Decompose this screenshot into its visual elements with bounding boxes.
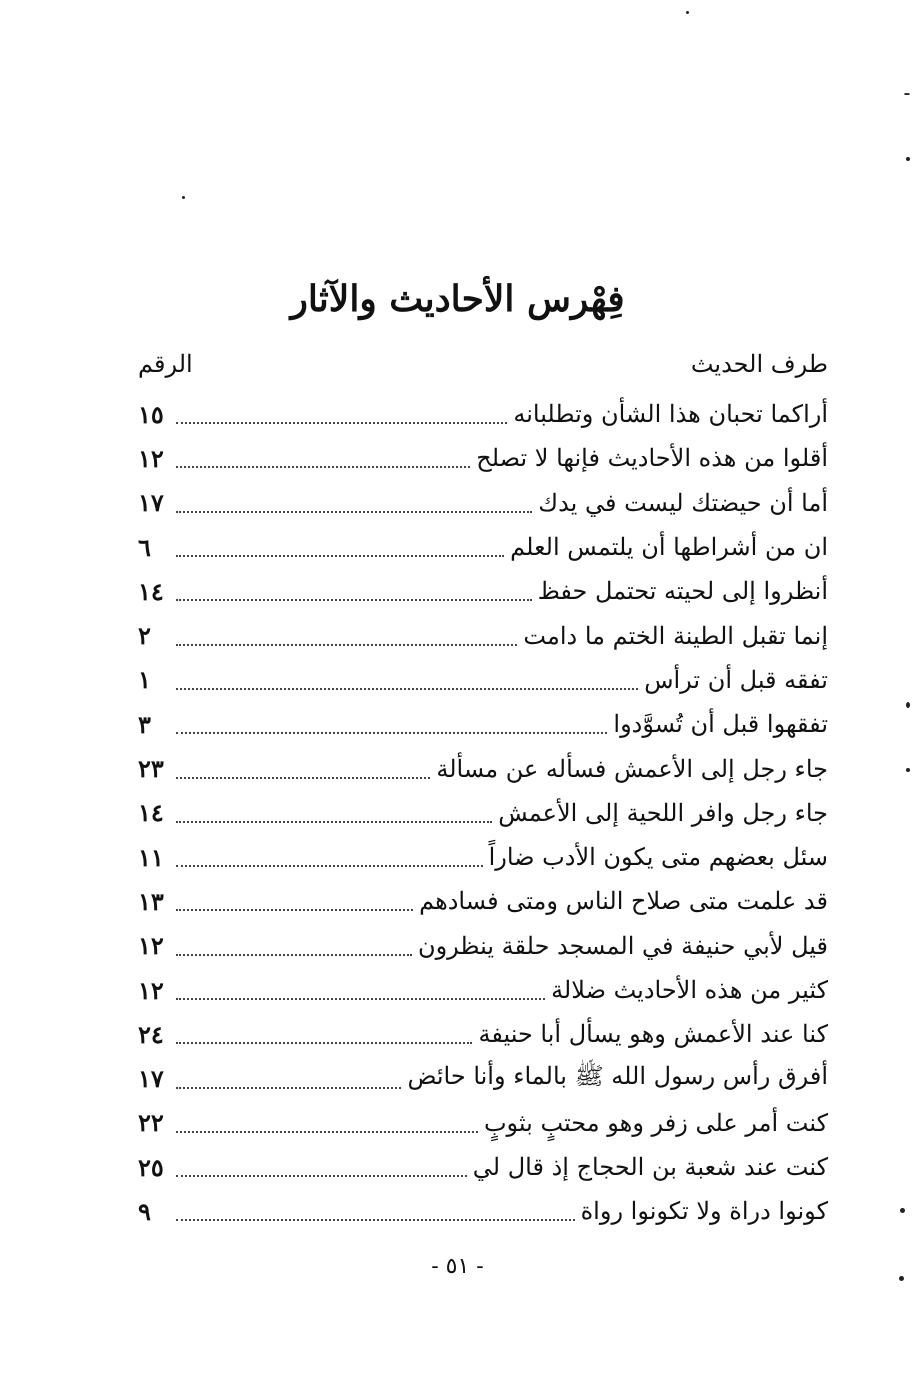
entry-number: ٣ [138, 709, 151, 739]
index-entry [138, 1056, 828, 1100]
header-text-label: طرف الحديث [690, 350, 828, 378]
entry-number: ١٣ [138, 886, 164, 916]
dot-leader [176, 821, 492, 823]
entry-number: ٢٢ [138, 1108, 164, 1138]
index-entry [138, 1012, 828, 1056]
index-entry [138, 658, 828, 702]
entry-text: أقلوا من هذه الأحاديث فإنها لا تصلح [476, 444, 828, 473]
index-entry [138, 835, 828, 879]
entry-number: ١٧ [138, 488, 164, 518]
dot-leader [176, 466, 470, 468]
entry-number: ٢ [138, 621, 151, 651]
index-entry [138, 791, 828, 835]
dot-leader [176, 998, 545, 1000]
page-title: فِهْرس الأحاديث والآثار [290, 278, 625, 320]
dot-leader [176, 644, 517, 646]
entry-number: ١٧ [138, 1064, 164, 1094]
entry-text: أنظروا إلى لحيته تحتمل حفظ [537, 577, 828, 606]
entry-number: ١٢ [138, 443, 164, 473]
dot-leader [176, 1219, 575, 1221]
entry-number: ٢٣ [138, 754, 164, 784]
header-number-label: الرقم [138, 350, 193, 378]
entry-number: ١٥ [138, 399, 164, 429]
entry-number: ١٢ [138, 931, 164, 961]
index-entry [138, 968, 828, 1012]
entry-number: ١٢ [138, 975, 164, 1005]
index-entry [138, 1101, 828, 1145]
scan-speck [904, 93, 910, 95]
index-list [138, 392, 828, 1234]
dot-leader [176, 555, 504, 557]
dot-leader [176, 1042, 472, 1044]
index-entry [138, 613, 828, 657]
scan-speck [182, 196, 185, 199]
dot-leader [176, 1131, 478, 1133]
index-entry [138, 702, 828, 746]
scan-speck [686, 11, 689, 14]
index-entry [138, 1189, 828, 1233]
dot-leader [176, 954, 412, 956]
index-entry [138, 879, 828, 923]
entry-number: ٢٥ [138, 1152, 164, 1182]
entry-text: كنت عند شعبة بن الحجاج إذ قال لي [472, 1153, 828, 1182]
entry-text: جاء رجل إلى الأعمش فسأله عن مسألة [436, 754, 828, 783]
index-header [138, 350, 828, 390]
entry-text: أفرق رأس رسول الله ﷺ بالماء وأنا حائض [407, 1062, 828, 1091]
scan-speck [906, 702, 910, 708]
entry-number: ٩ [138, 1196, 151, 1226]
scan-speck [906, 768, 910, 772]
entry-text: إنما تقبل الطينة الختم ما دامت [523, 621, 828, 650]
entry-number: ٢٤ [138, 1019, 164, 1049]
dot-leader [176, 422, 507, 424]
index-entry [138, 392, 828, 436]
entry-text: كنا عند الأعمش وهو يسأل أبا حنيفة [478, 1020, 828, 1049]
scan-speck [900, 1208, 905, 1213]
entry-text: قد علمت متى صلاح الناس ومتى فسادهم [419, 887, 828, 916]
entry-text: جاء رجل وافر اللحية إلى الأعمش [498, 798, 828, 827]
dot-leader [176, 1175, 467, 1177]
entry-text: ان من أشراطها أن يلتمس العلم [510, 533, 828, 562]
dot-leader [176, 777, 430, 779]
dot-leader [176, 599, 532, 601]
dot-leader [176, 732, 607, 734]
entry-text: كنت أمر على زفر وهو محتبٍ بثوبٍ [483, 1108, 828, 1137]
page-number: - ٥١ - [431, 1254, 484, 1279]
dot-leader [176, 688, 638, 690]
entry-text: سئل بعضهم متى يكون الأدب ضاراً [488, 843, 828, 872]
dot-leader [176, 1087, 401, 1089]
entry-text: أراكما تحبان هذا الشأن وتطلبانه [513, 400, 828, 429]
entry-text: كونوا دراة ولا تكونوا رواة [580, 1197, 828, 1226]
index-entry [138, 481, 828, 525]
dot-leader [176, 865, 483, 867]
index-entry [138, 525, 828, 569]
dot-leader [176, 909, 413, 911]
entry-text: قيل لأبي حنيفة في المسجد حلقة ينظرون [417, 931, 828, 960]
entry-number: ١ [138, 665, 151, 695]
scan-speck [906, 157, 910, 161]
scan-speck [899, 1276, 904, 1281]
entry-text: تفقه قبل أن ترأس [644, 665, 828, 694]
entry-number: ١٤ [138, 576, 164, 606]
index-entry [138, 569, 828, 613]
index-entry [138, 746, 828, 790]
dot-leader [176, 511, 532, 513]
entry-number: ١٤ [138, 798, 164, 828]
index-entry [138, 1145, 828, 1189]
entry-text: كثير من هذه الأحاديث ضلالة [551, 976, 828, 1004]
entry-text: تفقهوا قبل أن تُسوَّدوا [613, 710, 828, 739]
entry-number: ١١ [138, 842, 164, 872]
index-entry [138, 436, 828, 480]
entry-number: ٦ [138, 532, 151, 562]
entry-text: أما أن حيضتك ليست في يدك [538, 488, 828, 517]
index-entry [138, 924, 828, 968]
